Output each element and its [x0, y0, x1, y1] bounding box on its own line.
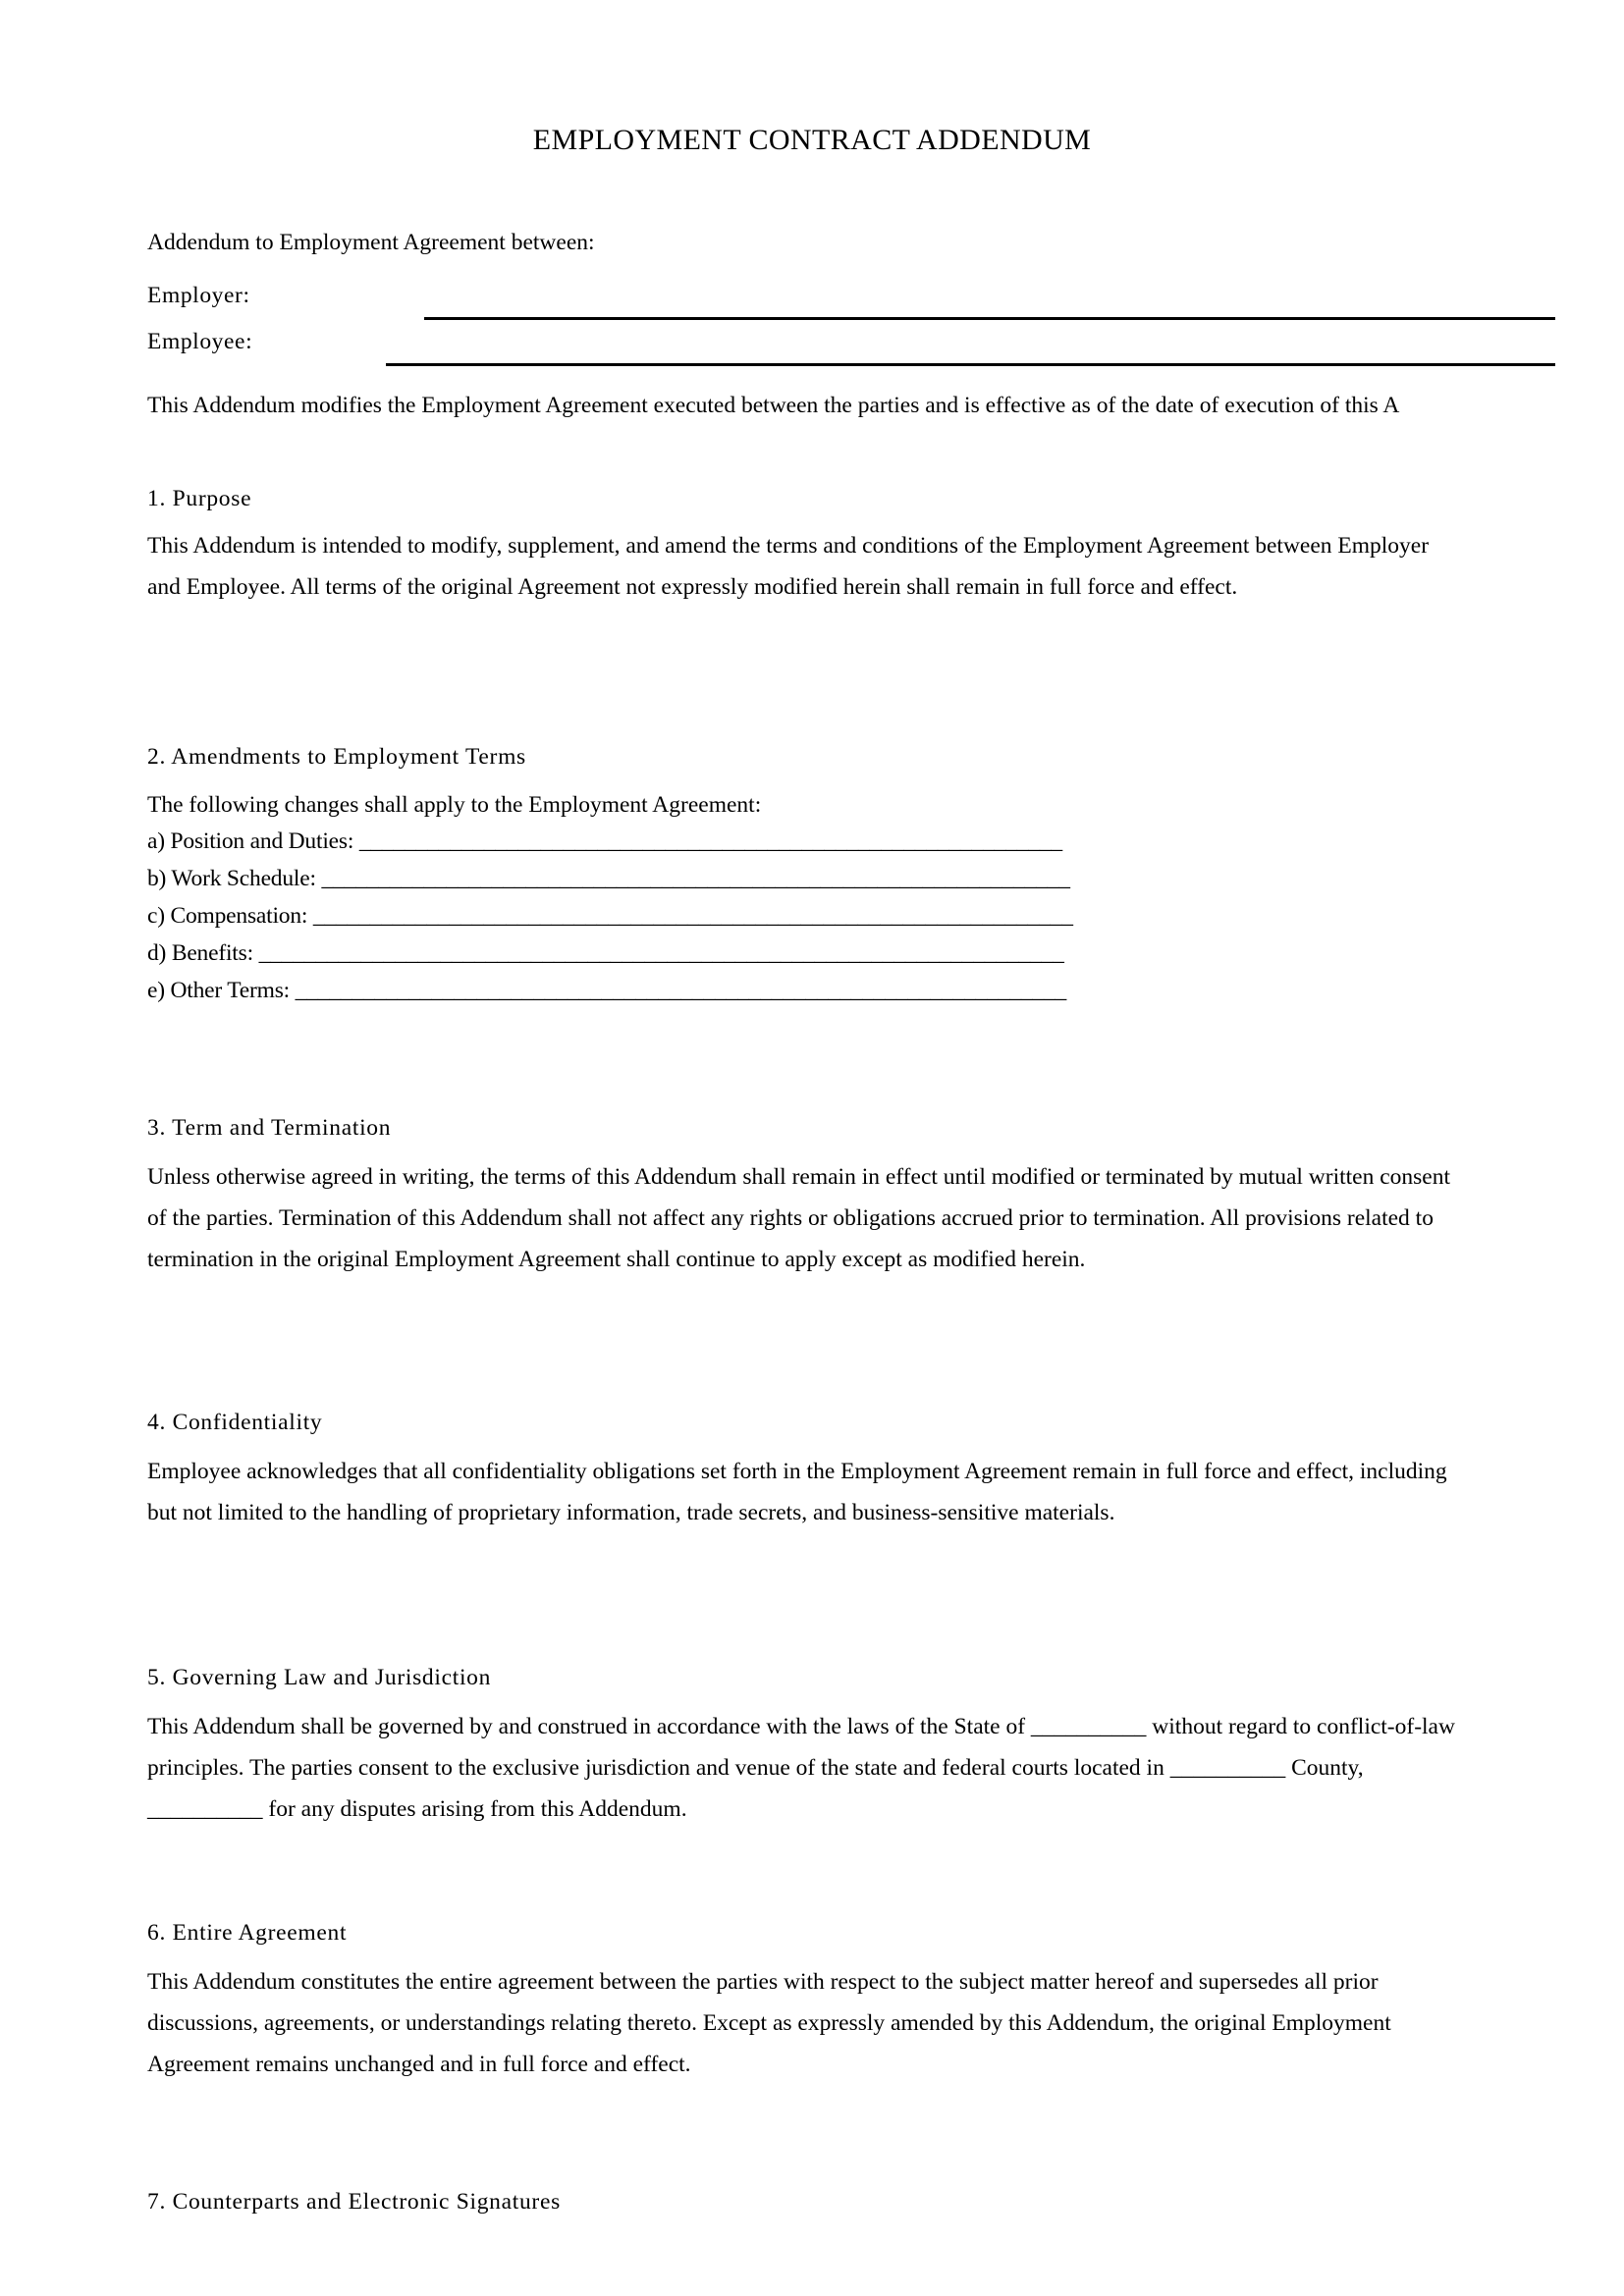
- section-leadin-amendments: The following changes shall apply to the Employment Agreement:: [147, 792, 762, 818]
- section-heading-counterparts: 7. Counterparts and Electronic Signatures: [147, 2189, 561, 2215]
- section-heading-purpose: 1. Purpose: [147, 486, 252, 511]
- employee-row: [147, 321, 1571, 362]
- page-title: EMPLOYMENT CONTRACT ADDENDUM: [532, 124, 1092, 156]
- employee-signature-rule[interactable]: [386, 363, 1555, 366]
- section-heading-entire-agreement: 6. Entire Agreement: [147, 1920, 348, 1946]
- section-body-confidentiality: Employee acknowledges that all confidentiality obligations set forth in the Employment Agreement remain in full force and effect, including but not limited to the handling of proprietary information, trade secrets, and business-sensitive materials.: [147, 1459, 1447, 1525]
- employee-label: Employee:: [147, 329, 253, 354]
- fill-line-other-terms[interactable]: e) Other Terms: ____________________________________________________________________: [147, 978, 1067, 1003]
- section-heading-term-and-termination: 3. Term and Termination: [147, 1115, 392, 1141]
- employer-label: Employer:: [147, 283, 250, 308]
- fill-line-position-and-duties[interactable]: a) Position and Duties: ______________________________________________________________: [147, 828, 1062, 854]
- amendment-fill-list: [147, 823, 1073, 1009]
- employer-row: [147, 275, 1571, 316]
- fill-line-benefits[interactable]: d) Benefits: _______________________________________________________________________: [147, 940, 1064, 966]
- section-body-entire-agreement: This Addendum constitutes the entire agreement between the parties with respect to the subject matter hereof and supersedes all prior discussions, agreements, or understandings relating thereto. Except as expressly amended by this Addendum, the original Employment Agreement remains unchanged and in full force and effect.: [147, 1969, 1391, 2077]
- employer-signature-rule[interactable]: [424, 317, 1555, 320]
- effective-date-paragraph: This Addendum modifies the Employment Agreement executed between the parties and is effective as of the date of execution of this A: [147, 393, 1400, 418]
- section-body-governing-law: This Addendum shall be governed by and construed in accordance with the laws of the State of __________ without regard to conflict-of-law principles. The parties consent to the exclusive jurisdiction and venue of the state and federal courts located in __________ County, __________ for any disputes arising from this Addendum.: [147, 1714, 1455, 1822]
- section-heading-amendments: 2. Amendments to Employment Terms: [147, 744, 526, 770]
- section-body-purpose: This Addendum is intended to modify, supplement, and amend the terms and conditions of the Employment Agreement between Employer and Employee. All terms of the original Agreement not expressly modified herein shall remain in full force and effect.: [147, 533, 1430, 600]
- section-heading-governing-law: 5. Governing Law and Jurisdiction: [147, 1665, 492, 1690]
- fill-line-work-schedule[interactable]: b) Work Schedule: __________________________________________________________________: [147, 866, 1070, 891]
- section-body-term-and-termination: Unless otherwise agreed in writing, the terms of this Addendum shall remain in effect until modified or terminated by mutual written consent of the parties. Termination of this Addendum shall not affect any rights or obligations accrued prior to termination. All provisions related to termination in the original Employment Agreement shall continue to apply except as modified herein.: [147, 1164, 1451, 1272]
- section-heading-confidentiality: 4. Confidentiality: [147, 1410, 323, 1435]
- addendum-intro-line: Addendum to Employment Agreement between:: [147, 230, 595, 255]
- fill-line-compensation[interactable]: c) Compensation: ___________________________________________________________________: [147, 903, 1073, 929]
